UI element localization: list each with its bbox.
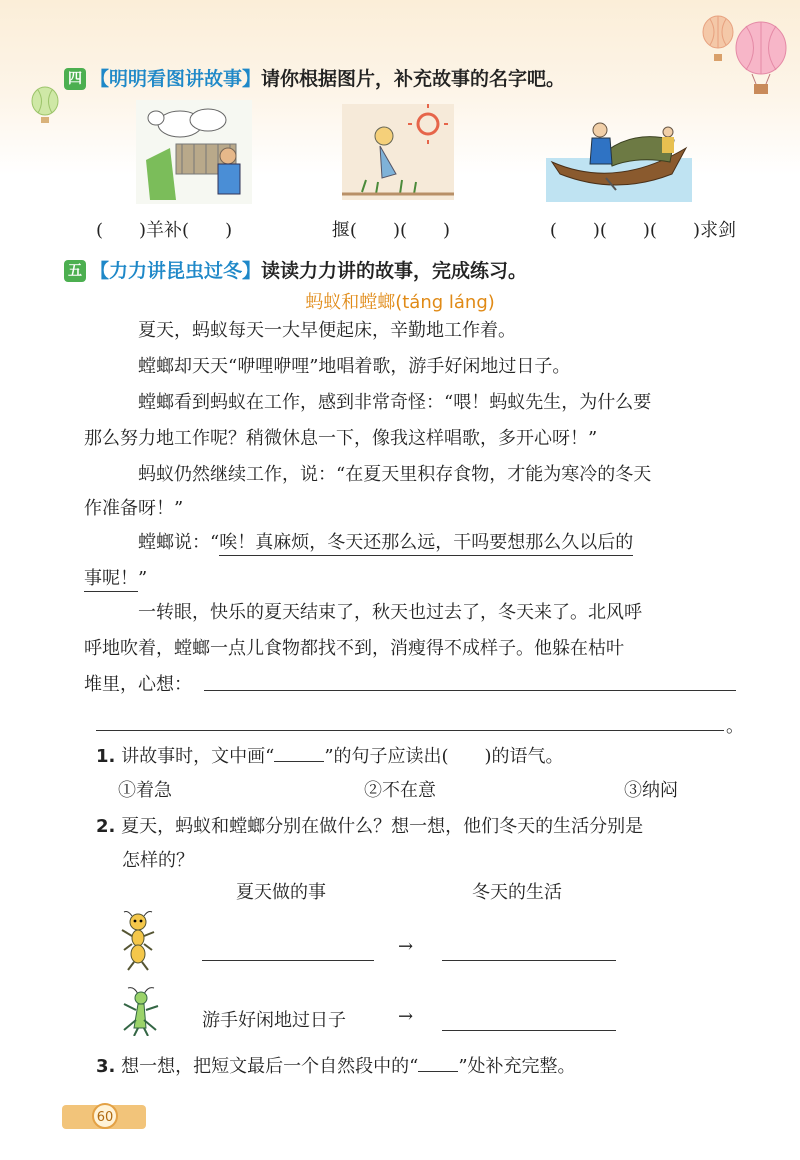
mantis-icon (116, 986, 166, 1036)
section-4-heading (64, 64, 565, 91)
section-number-badge: 四 (64, 68, 86, 90)
story-paragraph-4-line-2: 作准备呀！” (84, 498, 184, 519)
option-3[interactable]: ③纳闷 (624, 780, 678, 801)
section-5-heading (64, 256, 527, 283)
question-1: 1. 讲故事时，文中画“ ”的句子应读出( )的语气。 (96, 746, 564, 767)
underlined-sentence-end: 事呢！ (84, 568, 138, 592)
winter-column-heading: 冬天的生活 (472, 882, 562, 903)
story-name-blanks (96, 216, 736, 242)
question-2-line-2: 怎样的？ (122, 850, 194, 871)
story-paragraph-6-line-1: 一转眼，快乐的夏天结束了，秋天也过去了，冬天来了。北风呼 (138, 602, 642, 623)
section-instruction: 请你根据图片，补充故事的名字吧。 (261, 68, 566, 90)
boat-sword-illustration (546, 110, 692, 202)
question-2: 2. 夏天，蚂蚁和螳螂分别在做什么？想一想，他们冬天的生活分别是 (96, 816, 644, 837)
story-paragraph-6-line-2: 呼地吹着，螳螂一点儿食物都找不到，消瘦得不成样子。他躲在枯叶 (84, 638, 624, 659)
section-instruction: 读读力力讲的故事，完成练习。 (261, 260, 528, 282)
summer-column-heading: 夏天做的事 (236, 882, 326, 903)
option-2[interactable]: ②不在意 (364, 780, 436, 801)
blank-story-3[interactable]: ( )( )( )求剑 (549, 220, 736, 241)
answer-line-end: 。 (726, 716, 744, 737)
ant-icon (116, 910, 162, 972)
story-paragraph-6-line-3: 堆里，心想： (84, 674, 192, 695)
question-3: 3. 想一想，把短文最后一个自然段中的“ ”处补充完整。 (96, 1056, 576, 1077)
section-tag: 【力力讲昆虫过冬】 (90, 260, 262, 282)
section-tag: 【明明看图讲故事】 (90, 68, 262, 90)
quote-prefix: 螳螂说：“ (138, 532, 220, 553)
story-paragraph-5-line-1 (84, 526, 744, 560)
ant-winter-answer-line[interactable] (442, 960, 616, 961)
option-1[interactable]: ①着急 (118, 780, 172, 801)
story-title: 蚂蚁和螳螂(táng láng) (305, 292, 495, 313)
page-number-badge (62, 1105, 146, 1129)
story-paragraph-4-line-1: 蚂蚁仍然继续工作，说：“在夏天里积存食物，才能为寒冷的冬天 (138, 464, 652, 485)
ant-summer-answer-line[interactable] (202, 960, 374, 961)
underlined-sentence: 唉！真麻烦，冬天还那么远，干吗要想那么久以后的 (219, 532, 633, 556)
seedling-farmer-illustration (342, 104, 454, 200)
sheep-pen-illustration (136, 100, 252, 204)
arrow-icon: → (398, 936, 414, 957)
blank-story-1[interactable]: ( )羊补( ) (96, 220, 233, 241)
balloon-icon (732, 20, 790, 98)
story-paragraph-2: 螳螂却天天“咿哩咿哩”地唱着歌，游手好闲地过日子。 (138, 356, 571, 377)
page-number: 60 (92, 1103, 118, 1129)
story-paragraph-3-line-1: 螳螂看到蚂蚁在工作，感到非常奇怪：“喂！蚂蚁先生，为什么要 (138, 392, 652, 413)
quote-close: ” (138, 568, 148, 589)
story-paragraph-5-line-2 (84, 562, 744, 596)
arrow-icon: → (398, 1006, 414, 1027)
section-number-badge: 五 (64, 260, 86, 282)
blank-story-2[interactable]: 揠( )( ) (331, 220, 451, 241)
story-paragraph-1: 夏天，蚂蚁每天一大早便起床，辛勤地工作着。 (138, 320, 516, 341)
balloon-icon (28, 86, 62, 126)
mantis-summer-activity: 游手好闲地过日子 (202, 1010, 346, 1031)
balloon-icon (700, 14, 736, 64)
mantis-winter-answer-line[interactable] (442, 1030, 616, 1031)
answer-line[interactable] (96, 730, 724, 731)
answer-line[interactable] (204, 690, 736, 691)
story-paragraph-3-line-2: 那么努力地工作呢？稍微休息一下，像我这样唱歌，多开心呀！” (84, 428, 598, 449)
